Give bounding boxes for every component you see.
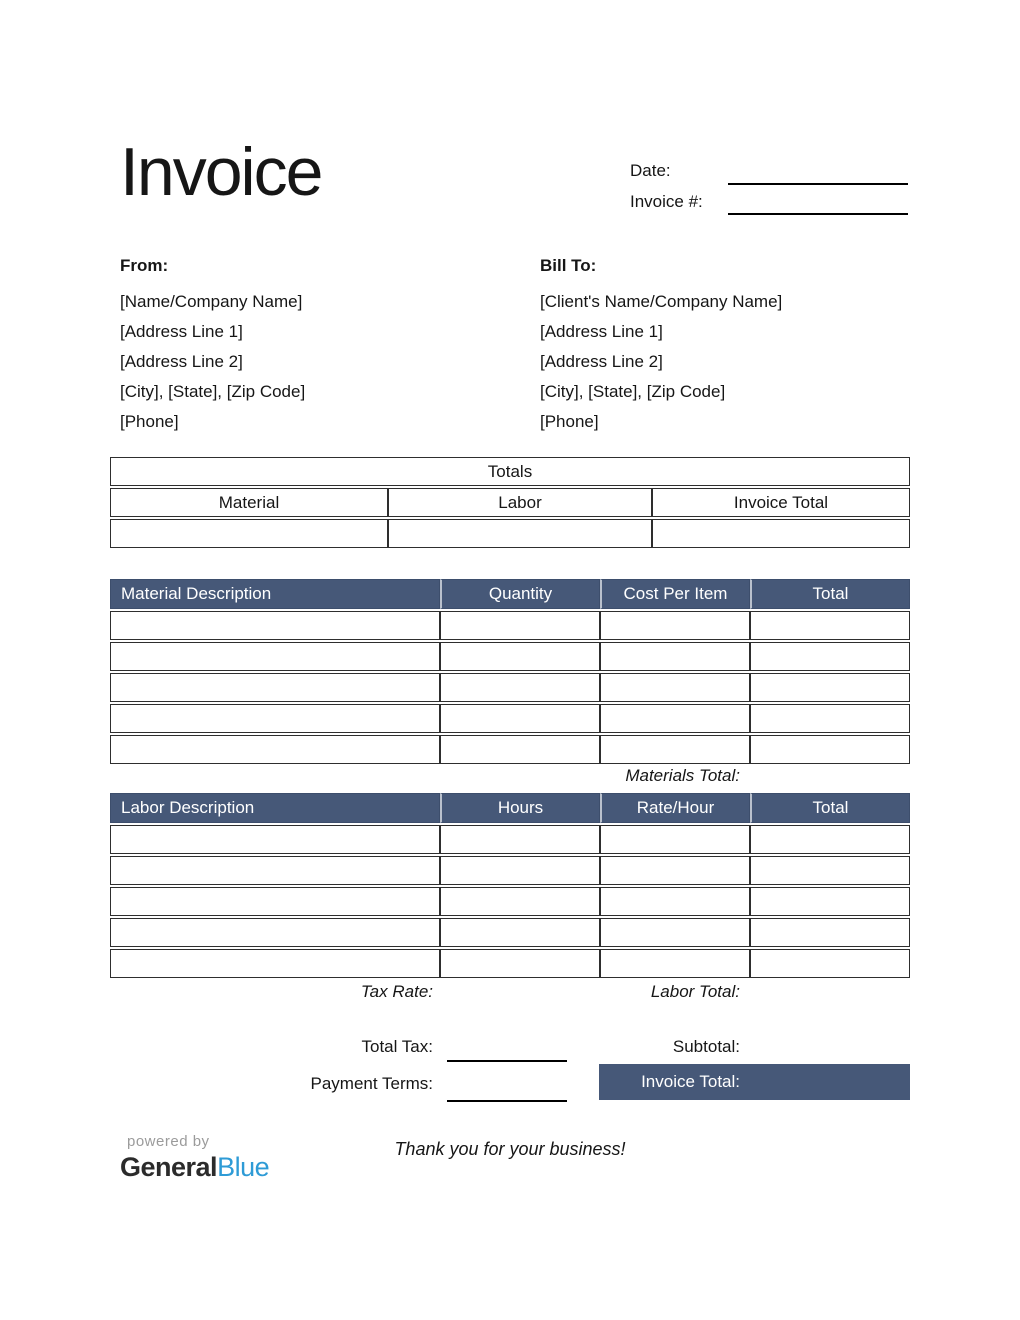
table-cell[interactable] <box>750 856 910 885</box>
labor-header-row <box>110 793 910 823</box>
table-row <box>110 856 910 885</box>
table-cell[interactable] <box>110 918 440 947</box>
thank-you-message: Thank you for your business! <box>394 1139 626 1159</box>
table-cell[interactable] <box>440 918 600 947</box>
totals-summary-table <box>110 455 910 550</box>
totals-invoice-total-value[interactable] <box>652 519 910 548</box>
labor-table <box>110 791 910 980</box>
table-cell[interactable] <box>110 887 440 916</box>
table-cell[interactable] <box>440 704 600 733</box>
materials-header-total: Total <box>750 579 910 609</box>
table-cell[interactable] <box>440 673 600 702</box>
materials-header-cost-per-item: Cost Per Item <box>600 579 750 609</box>
table-cell[interactable] <box>440 735 600 764</box>
table-cell[interactable] <box>110 949 440 978</box>
totals-header-row <box>110 488 910 517</box>
table-cell[interactable] <box>600 611 750 640</box>
from-name: [Name/Company Name] <box>120 292 303 311</box>
table-row <box>110 611 910 640</box>
table-cell[interactable] <box>750 887 910 916</box>
table-cell[interactable] <box>600 735 750 764</box>
totals-value-row <box>110 519 910 548</box>
totals-col-material: Material <box>110 488 388 517</box>
from-address1: [Address Line 1] <box>120 322 243 341</box>
table-cell[interactable] <box>750 825 910 854</box>
invoice-number-label: Invoice #: <box>630 192 703 211</box>
labor-header-total: Total <box>750 793 910 823</box>
total-tax-label: Total Tax: <box>361 1037 433 1056</box>
table-cell[interactable] <box>600 918 750 947</box>
materials-header-row <box>110 579 910 609</box>
logo-general-text: General <box>120 1152 218 1182</box>
date-field-line[interactable] <box>728 183 908 185</box>
table-cell[interactable] <box>600 856 750 885</box>
table-row <box>110 735 910 764</box>
logo-blue-text: Blue <box>217 1152 270 1182</box>
labor-header-hours: Hours <box>440 793 600 823</box>
table-row <box>110 673 910 702</box>
bill-to-label: Bill To: <box>540 256 597 275</box>
bill-to-phone: [Phone] <box>540 412 599 431</box>
total-tax-field-line[interactable] <box>447 1060 567 1062</box>
table-cell[interactable] <box>750 611 910 640</box>
totals-col-invoice-total: Invoice Total <box>652 488 910 517</box>
payment-terms-label: Payment Terms: <box>310 1074 433 1093</box>
table-cell[interactable] <box>750 735 910 764</box>
general-blue-logo <box>120 1152 269 1183</box>
table-cell[interactable] <box>110 642 440 671</box>
table-cell[interactable] <box>110 856 440 885</box>
invoice-total-box <box>599 1064 910 1100</box>
materials-table <box>110 577 910 766</box>
table-cell[interactable] <box>440 611 600 640</box>
materials-header-quantity: Quantity <box>440 579 600 609</box>
payment-terms-field-line[interactable] <box>447 1100 567 1102</box>
from-address2: [Address Line 2] <box>120 352 243 371</box>
materials-total-label: Materials Total: <box>625 766 740 785</box>
invoice-number-field-line[interactable] <box>728 213 908 215</box>
table-row <box>110 918 910 947</box>
table-cell[interactable] <box>110 673 440 702</box>
date-label: Date: <box>630 161 671 180</box>
materials-header-description: Material Description <box>110 579 440 609</box>
table-cell[interactable] <box>750 949 910 978</box>
invoice-total-label: Invoice Total: <box>641 1072 740 1091</box>
table-cell[interactable] <box>600 642 750 671</box>
from-label: From: <box>120 256 169 275</box>
table-cell[interactable] <box>600 949 750 978</box>
from-block <box>120 256 305 437</box>
labor-total-label: Labor Total: <box>650 982 740 1001</box>
table-row <box>110 949 910 978</box>
bill-to-address2: [Address Line 2] <box>540 352 663 371</box>
labor-header-description: Labor Description <box>110 793 440 823</box>
table-cell[interactable] <box>600 704 750 733</box>
totals-col-labor: Labor <box>388 488 652 517</box>
table-cell[interactable] <box>110 704 440 733</box>
table-row <box>110 704 910 733</box>
table-cell[interactable] <box>110 825 440 854</box>
table-cell[interactable] <box>440 949 600 978</box>
bill-to-block <box>540 256 782 437</box>
table-cell[interactable] <box>750 642 910 671</box>
powered-by-text: powered by <box>127 1133 210 1150</box>
table-cell[interactable] <box>750 673 910 702</box>
table-cell[interactable] <box>600 673 750 702</box>
table-row <box>110 642 910 671</box>
table-cell[interactable] <box>110 735 440 764</box>
from-phone: [Phone] <box>120 412 179 431</box>
table-cell[interactable] <box>440 856 600 885</box>
totals-title-row <box>110 457 910 486</box>
tax-rate-label: Tax Rate: <box>360 982 433 1001</box>
table-cell[interactable] <box>750 918 910 947</box>
table-cell[interactable] <box>440 887 600 916</box>
page-title: Invoice <box>120 134 322 210</box>
table-row <box>110 887 910 916</box>
labor-header-rate-per-hour: Rate/Hour <box>600 793 750 823</box>
table-cell[interactable] <box>440 825 600 854</box>
table-cell[interactable] <box>440 642 600 671</box>
bill-to-city-state-zip: [City], [State], [Zip Code] <box>540 382 726 401</box>
table-cell[interactable] <box>750 704 910 733</box>
totals-material-value[interactable] <box>110 519 388 548</box>
totals-title: Totals <box>110 457 910 486</box>
table-cell[interactable] <box>110 611 440 640</box>
table-row <box>110 825 910 854</box>
table-cell[interactable] <box>600 825 750 854</box>
totals-labor-value[interactable] <box>388 519 652 548</box>
from-city-state-zip: [City], [State], [Zip Code] <box>120 382 306 401</box>
bill-to-name: [Client's Name/Company Name] <box>540 292 783 311</box>
bill-to-address1: [Address Line 1] <box>540 322 663 341</box>
table-cell[interactable] <box>600 887 750 916</box>
subtotal-label: Subtotal: <box>672 1037 740 1056</box>
